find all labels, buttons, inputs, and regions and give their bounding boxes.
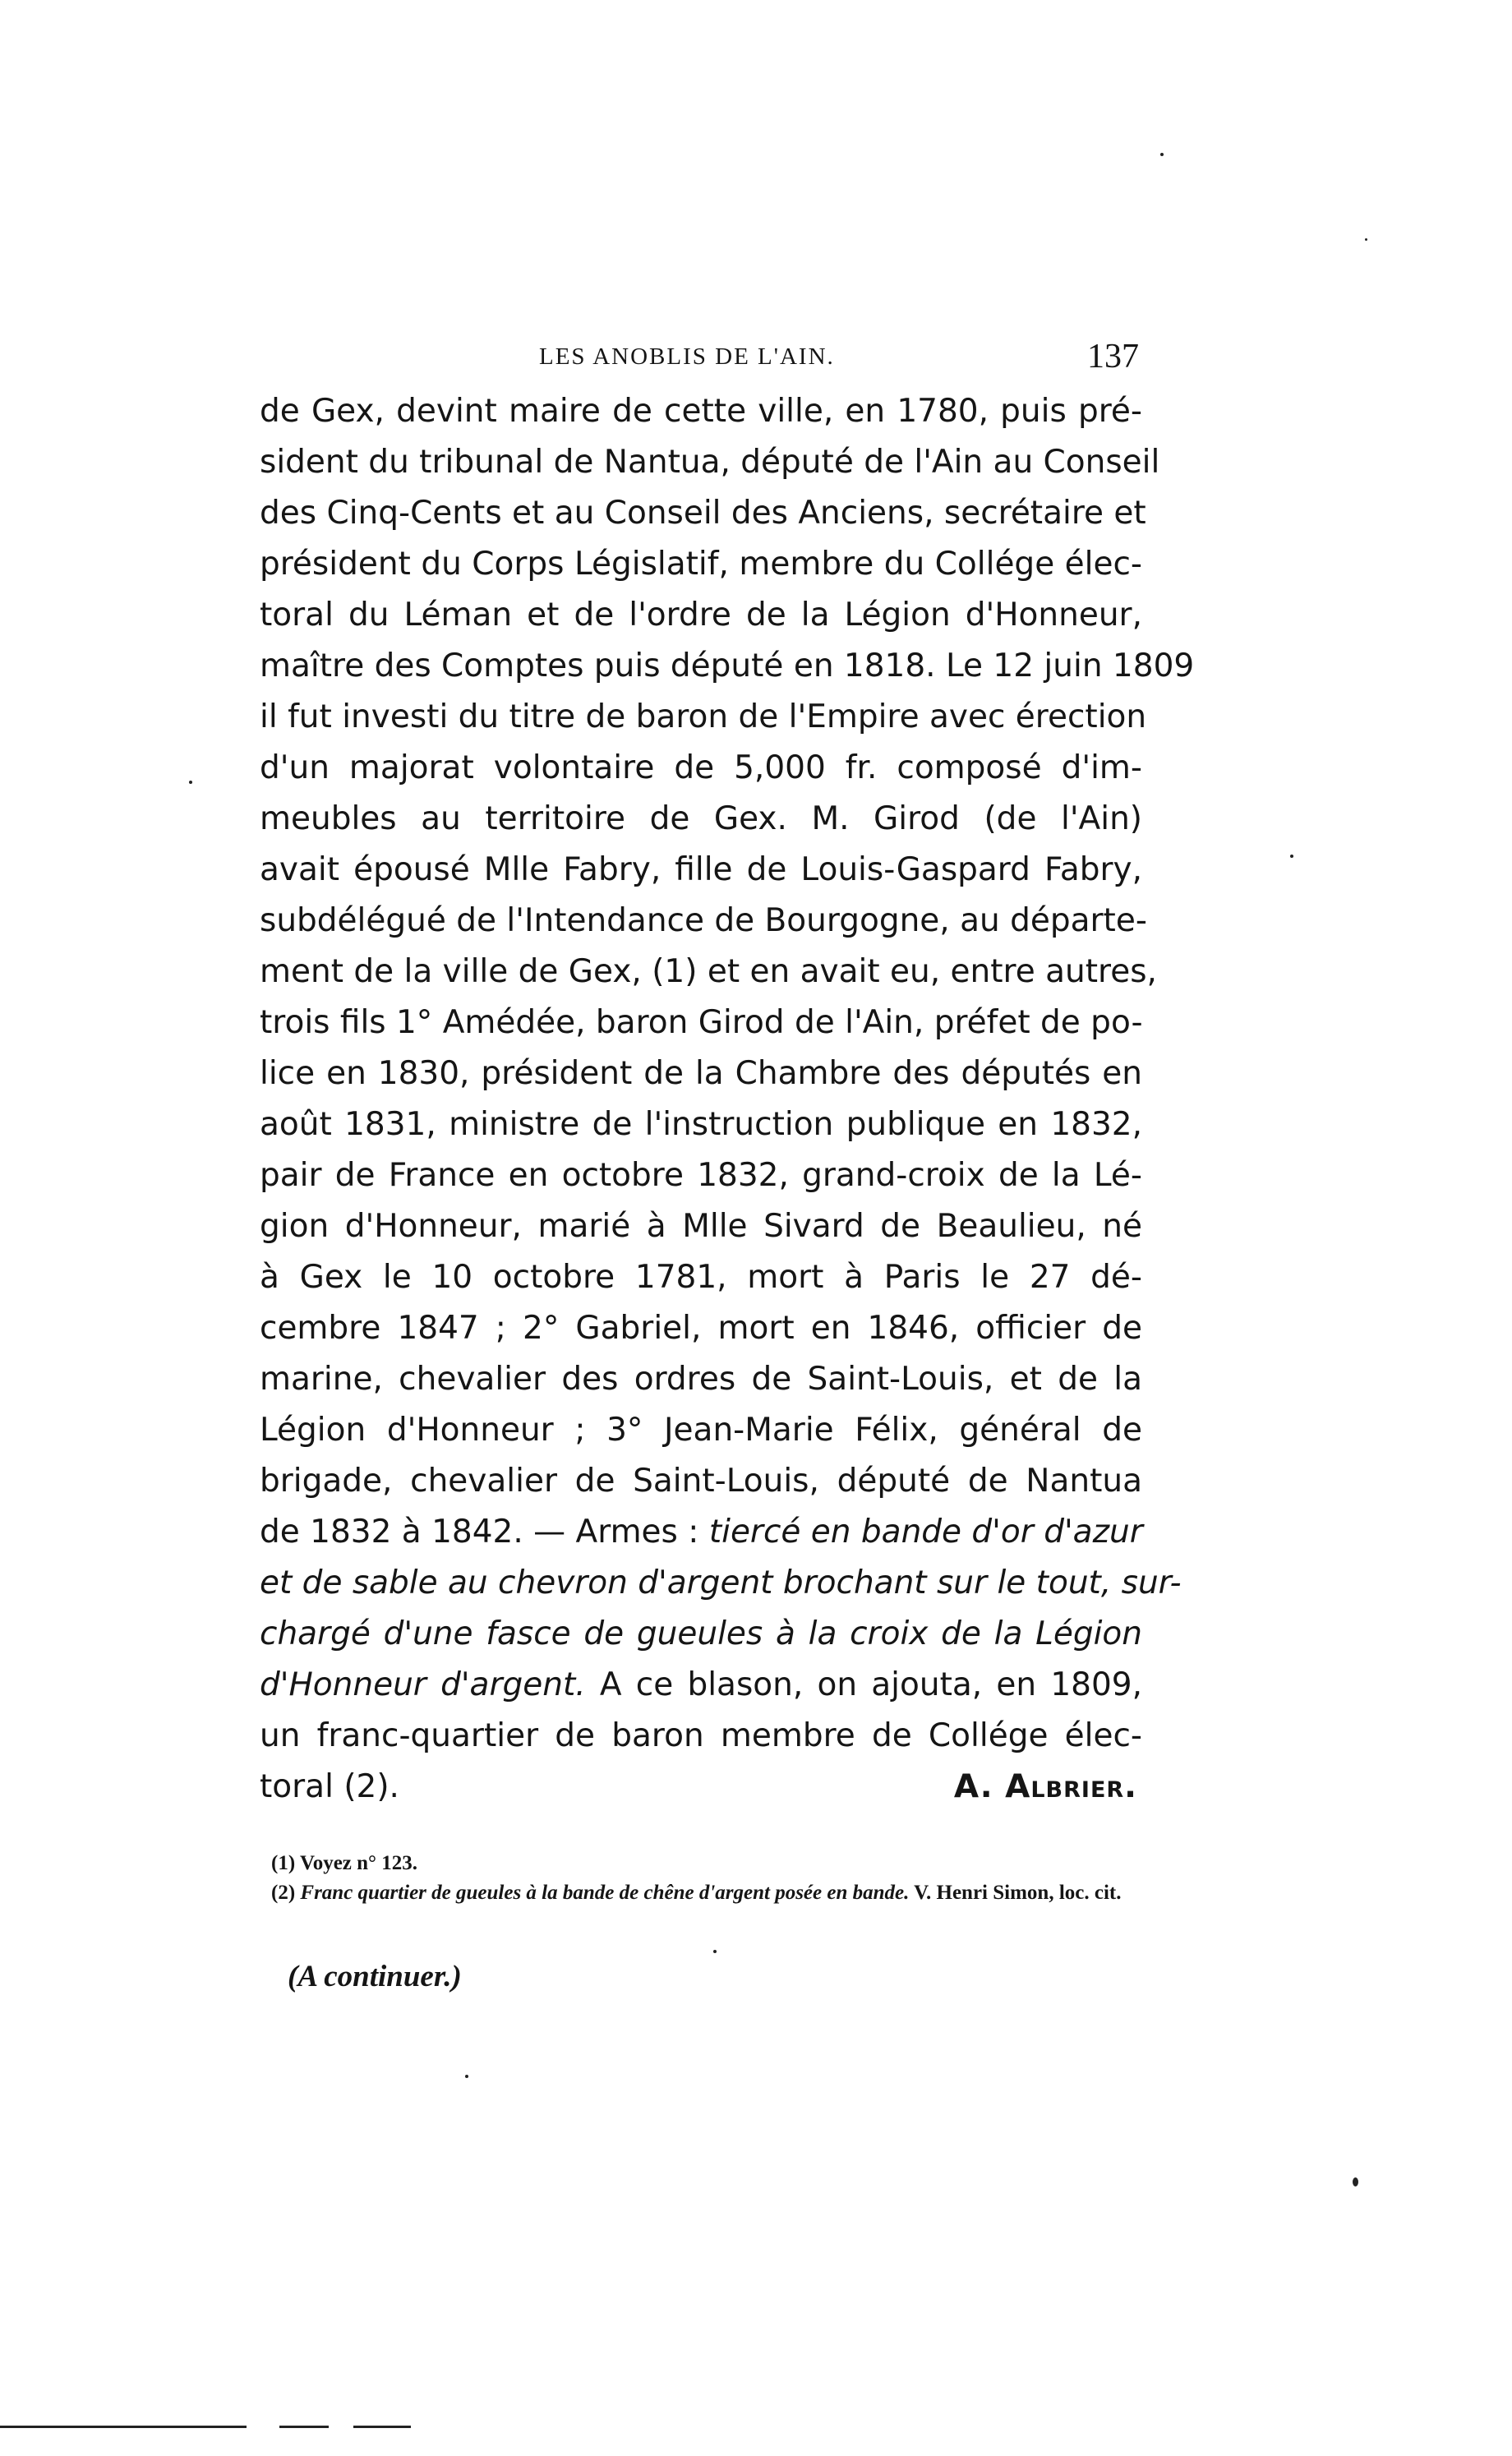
blazon-line: chargé d'une fasce de gueules à la croix de la Légion xyxy=(260,1615,1142,1652)
text-line: des Cinq-Cents et au Conseil des Anciens, secrétaire et xyxy=(260,495,1146,532)
text-line: ment de la ville de Gex, (1) et en avait eu, entre autres, xyxy=(260,953,1157,990)
blazon-line: et de sable au chevron d'argent brochant sur le tout, sur- xyxy=(260,1564,1182,1601)
text-line: meubles au territoire de Gex. M. Girod (de l'Ain) xyxy=(260,800,1142,837)
scan-speck xyxy=(713,1950,717,1953)
text-line: d'un majorat volontaire de 5,000 fr. composé d'im- xyxy=(260,749,1142,786)
text-line: marine, chevalier des ordres de Saint-Louis, et de la xyxy=(260,1361,1142,1398)
text-line: gion d'Honneur, marié à Mlle Sivard de Beaulieu, né xyxy=(260,1208,1142,1245)
text-line: lice en 1830, président de la Chambre des députés en xyxy=(260,1055,1142,1092)
scan-edge-line xyxy=(279,2426,329,2428)
arms-line-start: de 1832 à 1842. — Armes : xyxy=(260,1514,709,1551)
text-line: maître des Comptes puis député en 1818. Le 12 juin 1809 xyxy=(260,647,1195,684)
scan-edge-line xyxy=(353,2426,411,2428)
running-title: LES ANOBLIS DE L'AIN. xyxy=(539,343,835,370)
text-line: cembre 1847 ; 2° Gabriel, mort en 1846, officier de xyxy=(260,1310,1142,1347)
text-line: il fut investi du titre de baron de l'Empire avec érection xyxy=(260,698,1147,735)
page-number: 137 xyxy=(1087,338,1139,376)
author-signature: A. Albrier. xyxy=(953,1768,1137,1805)
text-line: août 1831, ministre de l'instruction publique en 1832, xyxy=(260,1106,1142,1143)
closing-line xyxy=(260,1762,1142,1814)
blazon-end-line xyxy=(260,1660,1142,1711)
text-line: avait épousé Mlle Fabry, fille de Louis-Gaspard Fabry, xyxy=(260,851,1142,888)
text-line: brigade, chevalier de Saint-Louis, député de Nantua xyxy=(260,1463,1142,1500)
scan-speck xyxy=(1160,153,1164,156)
scan-speck xyxy=(1290,855,1293,858)
text-line: de Gex, devint maire de cette ville, en 1780, puis pré- xyxy=(260,393,1142,430)
text-line: pair de France en octobre 1832, grand-croix de la Lé- xyxy=(260,1157,1142,1194)
footnotes xyxy=(260,1849,1142,1908)
footnote-2-reference: V. Henri Simon, loc. cit. xyxy=(909,1882,1122,1904)
text-line: Légion d'Honneur ; 3° Jean-Marie Félix, général de xyxy=(260,1412,1142,1449)
blazon-addition: A ce blason, on ajouta, en 1809, xyxy=(585,1666,1142,1703)
body-text xyxy=(260,386,1195,1814)
page-header xyxy=(260,337,1139,386)
closing-text: toral (2). xyxy=(260,1768,399,1805)
text-line: toral du Léman et de l'ordre de la Légion d'Honneur, xyxy=(260,597,1142,634)
scan-speck xyxy=(189,781,192,784)
footnote-2-number: (2) xyxy=(271,1882,301,1904)
arms-blazon-start: tiercé en bande d'or d'azur xyxy=(708,1514,1143,1551)
footnote-1: (1) Voyez n° 123. xyxy=(271,1852,418,1874)
footnote-2 xyxy=(260,1878,1142,1908)
text-line: trois fils 1° Amédée, baron Girod de l'Ain, préfet de po- xyxy=(260,1004,1143,1041)
scan-speck xyxy=(1365,238,1367,241)
scan-speck xyxy=(465,2075,468,2078)
text-line: sident du tribunal de Nantua, député de l'Ain au Conseil xyxy=(260,444,1160,481)
arms-line xyxy=(260,1507,1142,1558)
scan-edge-line xyxy=(0,2426,247,2428)
text-line: un franc-quartier de baron membre de Collége élec- xyxy=(260,1717,1142,1754)
blazon-end: d'Honneur d'argent. xyxy=(260,1666,586,1703)
text-line: à Gex le 10 octobre 1781, mort à Paris le 27 dé- xyxy=(260,1259,1142,1296)
text-line: président du Corps Législatif, membre du Collége élec- xyxy=(260,546,1142,583)
text-line: subdélégué de l'Intendance de Bourgogne, au départe- xyxy=(260,902,1147,939)
scan-speck xyxy=(1353,2177,1358,2186)
continuation-note: (A continuer.) xyxy=(288,1960,462,1993)
footnote-2-text: Franc quartier de gueules à la bande de chêne d'argent posée en bande. xyxy=(300,1882,910,1904)
